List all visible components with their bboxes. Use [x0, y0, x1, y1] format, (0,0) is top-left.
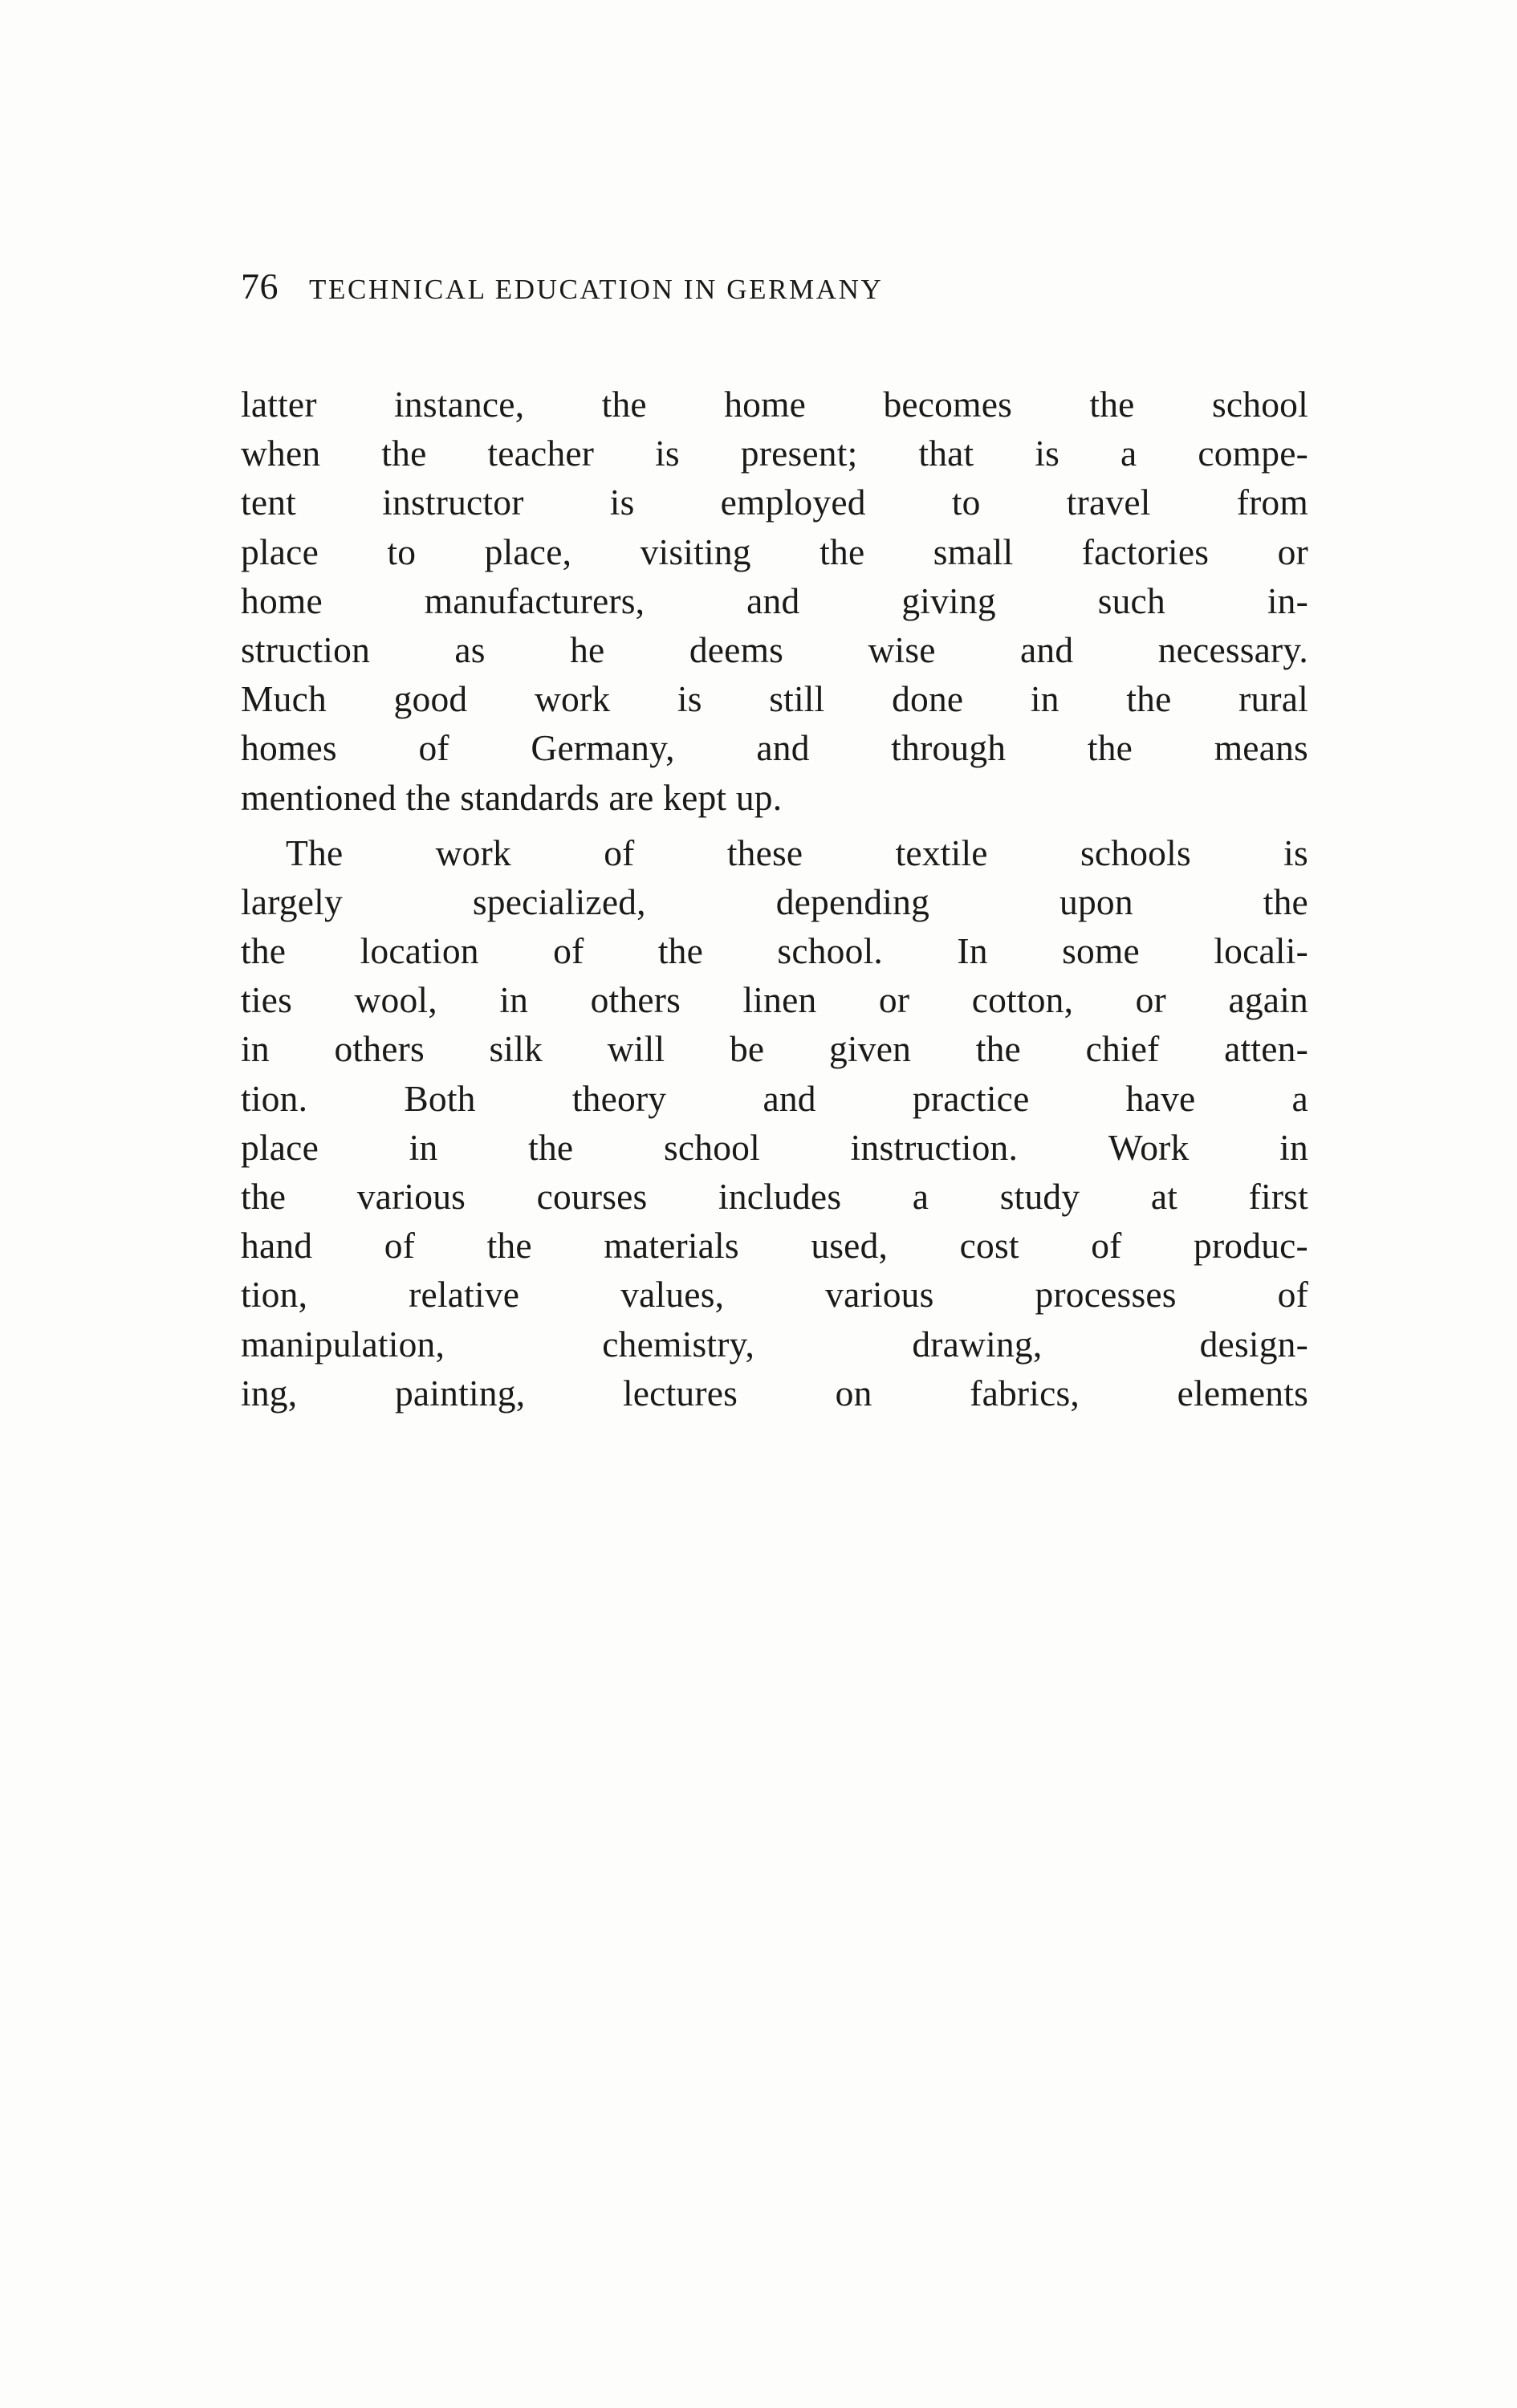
- word: to: [387, 531, 417, 572]
- word: linen: [742, 979, 817, 1021]
- text-line: [241, 674, 1308, 723]
- text-line: [241, 723, 1308, 772]
- word: a: [1120, 433, 1137, 474]
- word: is: [677, 678, 702, 720]
- text-line: [241, 1221, 1308, 1270]
- word: hand: [241, 1225, 313, 1267]
- word: the: [1263, 881, 1308, 922]
- word: produc-: [1194, 1225, 1308, 1267]
- word: in: [1279, 1126, 1308, 1168]
- word: and: [1020, 628, 1074, 670]
- word: atten-: [1224, 1028, 1308, 1070]
- word: location: [360, 930, 479, 972]
- page-number: 76: [241, 266, 279, 307]
- word: of: [418, 727, 449, 769]
- word: in: [409, 1126, 438, 1168]
- word: cotton,: [971, 979, 1074, 1021]
- word: again: [1228, 979, 1308, 1021]
- word: schools: [1080, 832, 1191, 873]
- word: at: [1150, 1176, 1178, 1217]
- word: means: [1214, 727, 1308, 769]
- word: struction: [241, 628, 371, 670]
- word: locali-: [1214, 930, 1308, 972]
- word: he: [570, 628, 605, 670]
- word: of: [384, 1225, 416, 1267]
- word: others: [334, 1028, 425, 1070]
- word: is: [655, 433, 680, 474]
- word: upon: [1059, 881, 1133, 922]
- word: theory: [571, 1077, 667, 1119]
- page-content: [241, 265, 1308, 1418]
- line-text: mentioned the standards are kept up.: [241, 776, 783, 818]
- word: Much: [241, 678, 327, 720]
- text-line: [241, 1024, 1308, 1073]
- word: travel: [1066, 482, 1151, 523]
- word: specialized,: [472, 881, 646, 922]
- word: the: [381, 433, 427, 474]
- text-line: [241, 828, 1308, 877]
- text-line: [241, 1320, 1308, 1369]
- word: design-: [1199, 1323, 1308, 1365]
- word: depending: [775, 881, 930, 922]
- word: place,: [484, 531, 572, 572]
- word: is: [1035, 433, 1060, 474]
- word: work: [435, 832, 511, 873]
- word: in: [1030, 678, 1059, 720]
- word: various: [825, 1274, 934, 1316]
- word: tent: [241, 482, 297, 523]
- word: or: [1277, 531, 1308, 572]
- word: homes: [241, 727, 337, 769]
- word: school.: [777, 930, 883, 972]
- word: is: [609, 482, 635, 523]
- word: practice: [912, 1077, 1030, 1119]
- word: the: [241, 1176, 287, 1217]
- text-line: [241, 576, 1308, 625]
- word: some: [1062, 930, 1140, 972]
- word: in: [499, 979, 529, 1021]
- word: factories: [1081, 531, 1210, 572]
- word: teacher: [487, 433, 595, 474]
- word: manipulation,: [241, 1323, 445, 1365]
- word: school: [1211, 384, 1308, 425]
- text-line: [241, 1123, 1308, 1172]
- word: wool,: [354, 979, 437, 1021]
- word: or: [878, 979, 910, 1021]
- word: the: [601, 384, 647, 425]
- word: of: [1277, 1274, 1308, 1316]
- word: the: [241, 930, 287, 972]
- word: employed: [720, 482, 866, 523]
- word: home: [241, 580, 323, 621]
- word: instance,: [394, 384, 525, 425]
- word: becomes: [883, 384, 1013, 425]
- word: others: [590, 979, 681, 1021]
- word: deems: [689, 628, 784, 670]
- word: when: [241, 433, 321, 474]
- word: the: [820, 531, 865, 572]
- word: and: [763, 1077, 816, 1119]
- word: rural: [1238, 678, 1308, 720]
- word: be: [729, 1028, 765, 1070]
- text-line: [241, 975, 1308, 1024]
- text-line: [241, 926, 1308, 975]
- word: of: [1091, 1225, 1122, 1267]
- word: Both: [404, 1077, 476, 1119]
- text-line: [241, 625, 1308, 674]
- word: given: [828, 1028, 912, 1070]
- word: textile: [895, 832, 988, 873]
- word: used,: [811, 1225, 889, 1267]
- word: or: [1135, 979, 1166, 1021]
- word: latter: [241, 384, 317, 425]
- word: and: [756, 727, 810, 769]
- running-head: [241, 265, 1308, 307]
- word: ing,: [241, 1372, 298, 1413]
- word: first: [1248, 1176, 1308, 1217]
- text-line: [241, 877, 1308, 926]
- text-line: [241, 1270, 1308, 1319]
- word: and: [746, 580, 800, 621]
- text-line: [241, 478, 1308, 527]
- word: largely: [241, 881, 343, 922]
- word: wise: [868, 628, 936, 670]
- word: lectures: [622, 1372, 738, 1413]
- word: still: [769, 678, 825, 720]
- word: tion,: [241, 1274, 308, 1316]
- word: ties: [241, 979, 292, 1021]
- word: good: [393, 678, 468, 720]
- word: the: [1087, 727, 1133, 769]
- word: elements: [1177, 1372, 1308, 1413]
- word: visiting: [640, 531, 751, 572]
- word: on: [835, 1372, 872, 1413]
- word: tion.: [241, 1077, 308, 1119]
- word: have: [1125, 1077, 1196, 1119]
- word: the: [1089, 384, 1135, 425]
- word: necessary.: [1157, 628, 1308, 670]
- word: place: [241, 1126, 319, 1168]
- word: Work: [1108, 1126, 1190, 1168]
- word: of: [553, 930, 584, 972]
- word: chemistry,: [602, 1323, 755, 1365]
- word: place: [241, 531, 319, 572]
- word: instructor: [382, 482, 524, 523]
- word: includes: [718, 1176, 842, 1217]
- word: instruction.: [850, 1126, 1019, 1168]
- text-line: [241, 429, 1308, 478]
- word: In: [957, 930, 988, 972]
- word: processes: [1035, 1274, 1177, 1316]
- word: the: [975, 1028, 1021, 1070]
- text-line: [241, 1172, 1308, 1221]
- word: work: [534, 678, 611, 720]
- word: the: [1126, 678, 1172, 720]
- word: will: [607, 1028, 665, 1070]
- word: as: [454, 628, 486, 670]
- word: done: [892, 678, 964, 720]
- text-line: [241, 380, 1308, 429]
- word: values,: [620, 1274, 725, 1316]
- word: The: [286, 832, 344, 873]
- word: home: [724, 384, 807, 425]
- word: giving: [901, 580, 996, 621]
- word: cost: [959, 1225, 1019, 1267]
- word: is: [1283, 832, 1308, 873]
- word: the: [657, 930, 704, 972]
- text-line: [241, 1074, 1308, 1123]
- text-line: [241, 773, 1308, 822]
- word: painting,: [394, 1372, 526, 1413]
- word: through: [891, 727, 1007, 769]
- word: to: [951, 482, 981, 523]
- word: such: [1097, 580, 1165, 621]
- word: a: [912, 1176, 929, 1217]
- word: relative: [409, 1274, 520, 1316]
- word: that: [918, 433, 974, 474]
- paragraph-spacer: [241, 822, 1308, 828]
- paragraph-1: [241, 380, 1308, 822]
- word: school: [663, 1126, 760, 1168]
- paragraph-2: [241, 828, 1308, 1418]
- word: small: [933, 531, 1014, 572]
- running-head-title: TECHNICAL EDUCATION IN GERMANY: [309, 274, 884, 305]
- word: chief: [1085, 1028, 1160, 1070]
- word: drawing,: [912, 1323, 1043, 1365]
- word: in: [241, 1028, 270, 1070]
- word: compe-: [1198, 433, 1308, 474]
- word: the: [486, 1225, 532, 1267]
- word: of: [604, 832, 635, 873]
- word: various: [356, 1176, 466, 1217]
- text-line: [241, 527, 1308, 576]
- word: materials: [604, 1225, 739, 1267]
- word: in-: [1267, 580, 1308, 621]
- word: a: [1291, 1077, 1308, 1119]
- word: manufacturers,: [424, 580, 645, 621]
- word: these: [726, 832, 803, 873]
- word: Germany,: [531, 727, 675, 769]
- word: from: [1236, 482, 1308, 523]
- word: present;: [740, 433, 858, 474]
- word: courses: [536, 1176, 648, 1217]
- text-line: [241, 1369, 1308, 1418]
- word: study: [999, 1176, 1080, 1217]
- word: fabrics,: [970, 1372, 1080, 1413]
- word: the: [528, 1126, 574, 1168]
- word: silk: [489, 1028, 543, 1070]
